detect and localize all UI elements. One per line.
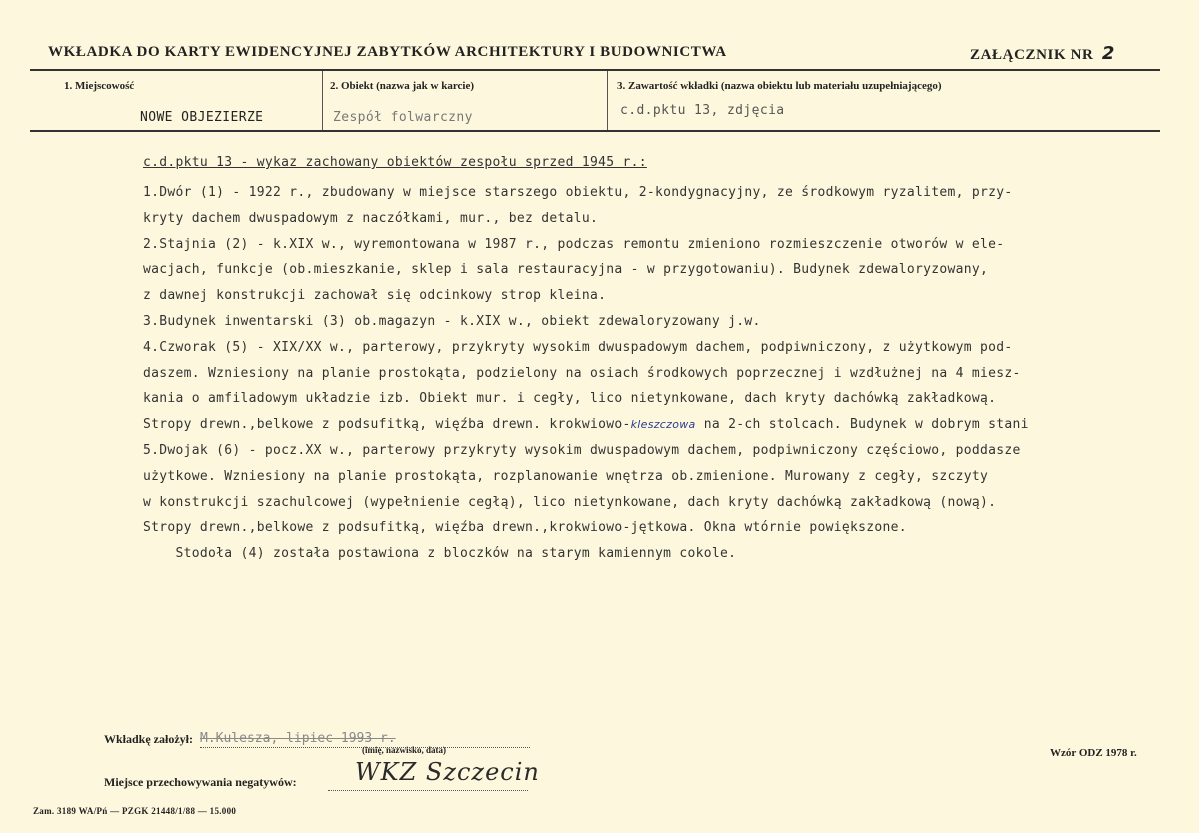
column-divider-1	[322, 71, 323, 130]
body-line: Stodoła (4) została postawiona z bloczków na starym kamiennym cokole.	[143, 546, 737, 562]
body-line: w konstrukcji szachulcowej (wypełnienie cegłą), lico nietynkowane, dach kryty dachówką zakładkową (nową).	[143, 494, 997, 510]
handwritten-insert: kleszczowa	[630, 418, 696, 432]
header-rule-bottom	[30, 130, 1160, 132]
body-line: 5.Dwojak (6) - pocz.XX w., parterowy przykryty wysokim dwuspadowym dachem, podpiwniczony częściowo, poddasze	[143, 442, 1021, 458]
body-text	[143, 180, 1143, 567]
founded-value: M.Kulesza, lipiec 1993 r.	[200, 731, 396, 746]
body-line: 2.Stajnia (2) - k.XIX w., wyremontowana w 1987 r., podczas remontu zmieniono rozmieszczenie otworów w ele-	[143, 236, 1005, 252]
header-rule-top	[30, 69, 1160, 71]
founded-label: Wkładkę założył:	[104, 732, 193, 746]
founded-sub-label: (imię, nazwisko, data)	[362, 745, 446, 755]
body-line: 4.Czworak (5) - XIX/XX w., parterowy, przykryty wysokim dwuspadowym dachem, podpiwniczony, z użytkowym pod-	[143, 339, 1013, 355]
content-value: c.d.pktu 13, zdjęcia	[620, 103, 785, 118]
body-line: 3.Budynek inwentarski (3) ob.magazyn - k.XIX w., obiekt zdewaloryzowany j.w.	[143, 313, 761, 329]
column-divider-2	[607, 71, 608, 130]
body-line: z dawnej konstrukcji zachował się odcinkowy strop kleina.	[143, 288, 607, 304]
body-line: Stropy drewn.,belkowe z podsufitką, więźba drewn.,krokwiowo-jętkowa. Okna wtórnie powiększone.	[143, 520, 907, 536]
attachment-number	[970, 43, 1115, 64]
object-value: Zespół folwarczny	[333, 110, 473, 125]
body-line: kryty dachem dwuspadowym z naczółkami, mur., bez detalu.	[143, 210, 599, 226]
body-line: kania o amfiladowym układzie izb. Obiekt mur. i cegły, lico nietynkowane, dach kryty dachówką zakładkową.	[143, 391, 997, 407]
form-title: WKŁADKA DO KARTY EWIDENCYJNEJ ZABYTKÓW ARCHITEKTURY I BUDOWNICTWA	[48, 44, 727, 60]
body-line: 1.Dwór (1) - 1922 r., zbudowany w miejsce starszego obiektu, 2-kondygnacyjny, ze środkowym ryzalitem, przy-	[143, 185, 1013, 200]
section-intro: c.d.pktu 13 - wykaz zachowany obiektów zespołu sprzed 1945 r.:	[143, 155, 647, 170]
locality-value: NOWE OBJEZIERZE	[140, 110, 264, 125]
body-line: użytkowe. Wzniesiony na planie prostokąta, rozplanowanie wnętrza ob.zmienione. Murowany z cegły, szczyty	[143, 468, 989, 484]
locality-label: 1. Miejscowość	[64, 80, 135, 92]
body-line-stropy	[143, 412, 1143, 438]
body-line: wacjach, funkcje (ob.mieszkanie, sklep i sala restauracyjna - w przygotowaniu). Budynek zdewaloryzowany,	[143, 262, 989, 278]
body-line: daszem. Wzniesiony na planie prostokąta, podzielony na osiach środkowych poprzecznej i wzdłużnej na 4 miesz-	[143, 365, 1021, 381]
attachment-label: ZAŁĄCZNIK NR	[970, 47, 1094, 63]
object-label: 2. Obiekt (nazwa jak w karcie)	[330, 80, 475, 92]
body-text-segment: na 2-ch stolcach. Budynek w dobrym stani	[695, 417, 1029, 433]
print-info: Zam. 3189 WA/Pń — PZGK 21448/1/88 — 15.000	[33, 806, 237, 816]
negatives-dotted-line	[328, 790, 528, 791]
negatives-label: Miejsce przechowywania negatywów:	[104, 775, 297, 789]
negatives-handwritten: WKZ Szczecin	[355, 758, 540, 786]
content-label: 3. Zawartość wkładki (nazwa obiektu lub materiału uzupełniającego)	[617, 80, 942, 92]
body-text-segment: Stropy drewn.,belkowe z podsufitką, więźba drewn. krokwiowo-	[143, 417, 631, 433]
attachment-number-value: 2	[1101, 43, 1115, 64]
form-template-note: Wzór ODZ 1978 r.	[1050, 747, 1137, 759]
